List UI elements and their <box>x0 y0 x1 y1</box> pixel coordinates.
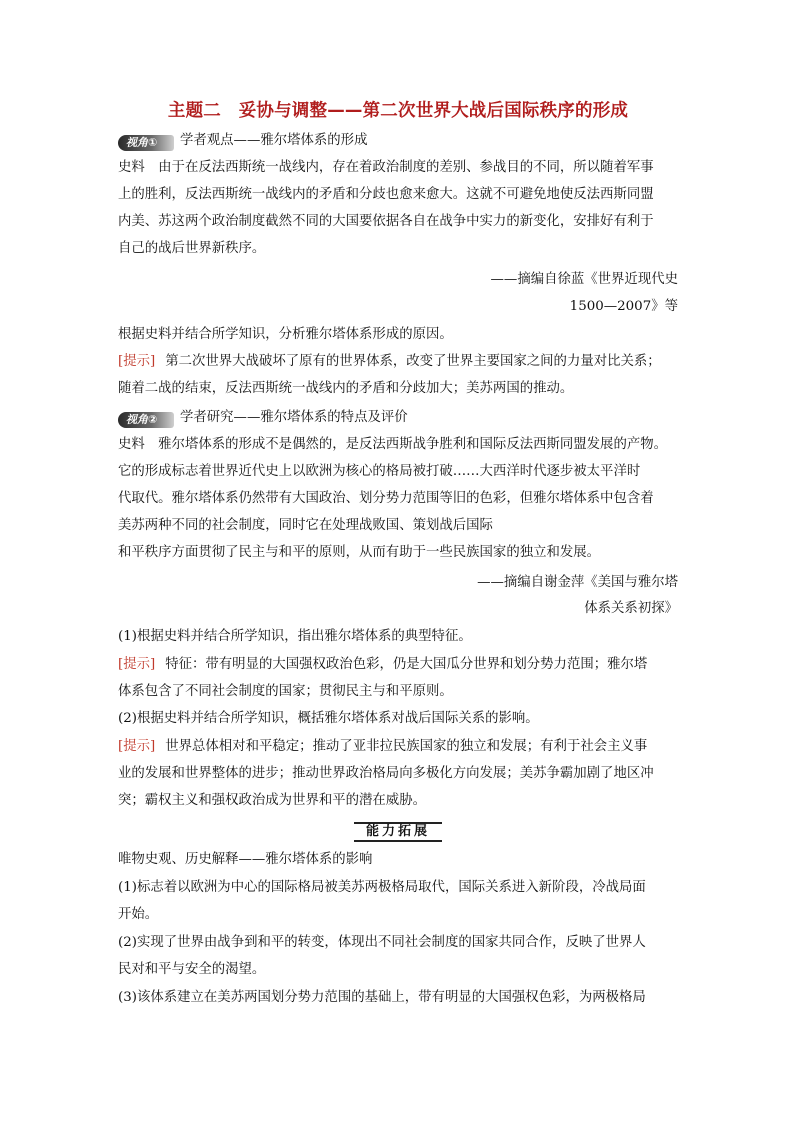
p2-answer-2-line-3: 突；霸权主义和强权政治成为世界和平的潜在威胁。 <box>118 793 426 808</box>
p2-answer-1-text: 特征：带有明显的大国强权政治色彩，仍是大国瓜分世界和划分势力范围；雅尔塔 <box>165 657 648 672</box>
p2-text-line: 史料 雅尔塔体系的形成不是偶然的，是反法西斯战争胜利和国际反法西斯同盟发展的产物。 <box>118 437 668 452</box>
p2-text-line: 美苏两种不同的社会制度，同时它在处理战败国、策划战后国际 <box>118 518 493 533</box>
p2-question-2: (2)根据史料并结合所学知识，概括雅尔塔体系对战后国际关系的影响。 <box>118 711 539 726</box>
page-title: 主题二 妥协与调整——第二次世界大战后国际秩序的形成 <box>167 101 629 121</box>
extension-heading: 唯物史观、历史解释——雅尔塔体系的影响 <box>118 852 373 867</box>
p2-answer-1-line-1 <box>118 655 678 675</box>
perspective-2-heading <box>118 408 678 428</box>
p1-source-line-2: 1500—2007》等 <box>569 299 678 314</box>
tip-label: [提示] <box>118 354 156 369</box>
p1-question: 根据史料并结合所学知识，分析雅尔塔体系形成的原因。 <box>118 327 453 342</box>
p2-text-line: 代取代。雅尔塔体系仍然带有大国政治、划分势力范围等旧的色彩，但雅尔塔体系中包含着 <box>118 491 654 506</box>
tip-label: [提示] <box>118 739 156 754</box>
extension-line: (3)该体系建立在美苏两国划分势力范围的基础上，带有明显的大国强权色彩，为两极格局 <box>118 990 646 1005</box>
p1-text-line: 内美、苏这两个政治制度截然不同的大国要依据各自在战争中实力的新变化，安排好有利于 <box>118 214 654 229</box>
p2-text-line: 和平秩序方面贯彻了民主与和平的原则，从而有助于一些民族国家的独立和发展。 <box>118 545 601 560</box>
p1-source-line-1: ——摘编自徐蓝《世界近现代史 <box>490 272 678 287</box>
p2-answer-2-line-1 <box>118 737 678 757</box>
p1-text-line: 上的胜利，反法西斯统一战线内的矛盾和分歧也愈来愈大。这就不可避免地使反法西斯同盟 <box>118 187 654 202</box>
p2-question-1: (1)根据史料并结合所学知识，指出雅尔塔体系的典型特征。 <box>118 629 472 644</box>
p1-answer-line-2: 随着二战的结束，反法西斯统一战线内的矛盾和分歧加大；美苏两国的推动。 <box>118 381 574 396</box>
perspective-1-title: 学者观点——雅尔塔体系的形成 <box>180 133 368 148</box>
perspective-2-title: 学者研究——雅尔塔体系的特点及评价 <box>180 410 408 425</box>
p1-answer-text: 第二次世界大战破坏了原有的世界体系，改变了世界主要国家之间的力量对比关系； <box>165 354 661 369</box>
p2-text-line: 它的形成标志着世界近代史上以欧洲为核心的格局被打破……大西洋时代逐步被太平洋时 <box>118 464 641 479</box>
banner-bottom-rule <box>354 840 442 842</box>
p1-text-line: 史料 由于在反法西斯统一战线内，存在着政治制度的差别、参战目的不同，所以随着军事 <box>118 160 654 175</box>
p2-answer-2-text: 世界总体相对和平稳定；推动了亚非拉民族国家的独立和发展；有利于社会主义事 <box>165 739 648 754</box>
tip-label: [提示] <box>118 657 156 672</box>
p2-source-line-1: ——摘编自谢金萍《美国与雅尔塔 <box>477 575 678 590</box>
p2-answer-2-line-2: 业的发展和世界整体的进步；推动世界政治格局向多极化方向发展；美苏争霸加剧了地区冲 <box>118 766 654 781</box>
extension-line: (1)标志着以欧洲为中心的国际格局被美苏两极格局取代，国际关系进入新阶段，冷战局面 <box>118 880 646 895</box>
extension-line: 民对和平与安全的渴望。 <box>118 962 266 977</box>
extension-line: 开始。 <box>118 907 159 922</box>
p1-text-line: 自己的战后世界新秩序。 <box>118 241 266 256</box>
extension-line: (2)实现了世界由战争到和平的转变，体现出不同社会制度的国家共同合作，反映了世界人 <box>118 935 646 950</box>
perspective-2-badge: 视角② <box>118 412 174 428</box>
ability-extension-banner <box>354 822 442 842</box>
p2-source-line-2: 体系关系初探》 <box>584 601 678 616</box>
p1-answer-line-1 <box>118 352 678 372</box>
banner-label: 能力拓展 <box>365 824 430 839</box>
perspective-1-badge: 视角① <box>118 135 174 151</box>
p2-answer-1-line-2: 体系包含了不同社会制度的国家；贯彻民主与和平原则。 <box>118 684 453 699</box>
perspective-1-heading <box>118 131 678 151</box>
